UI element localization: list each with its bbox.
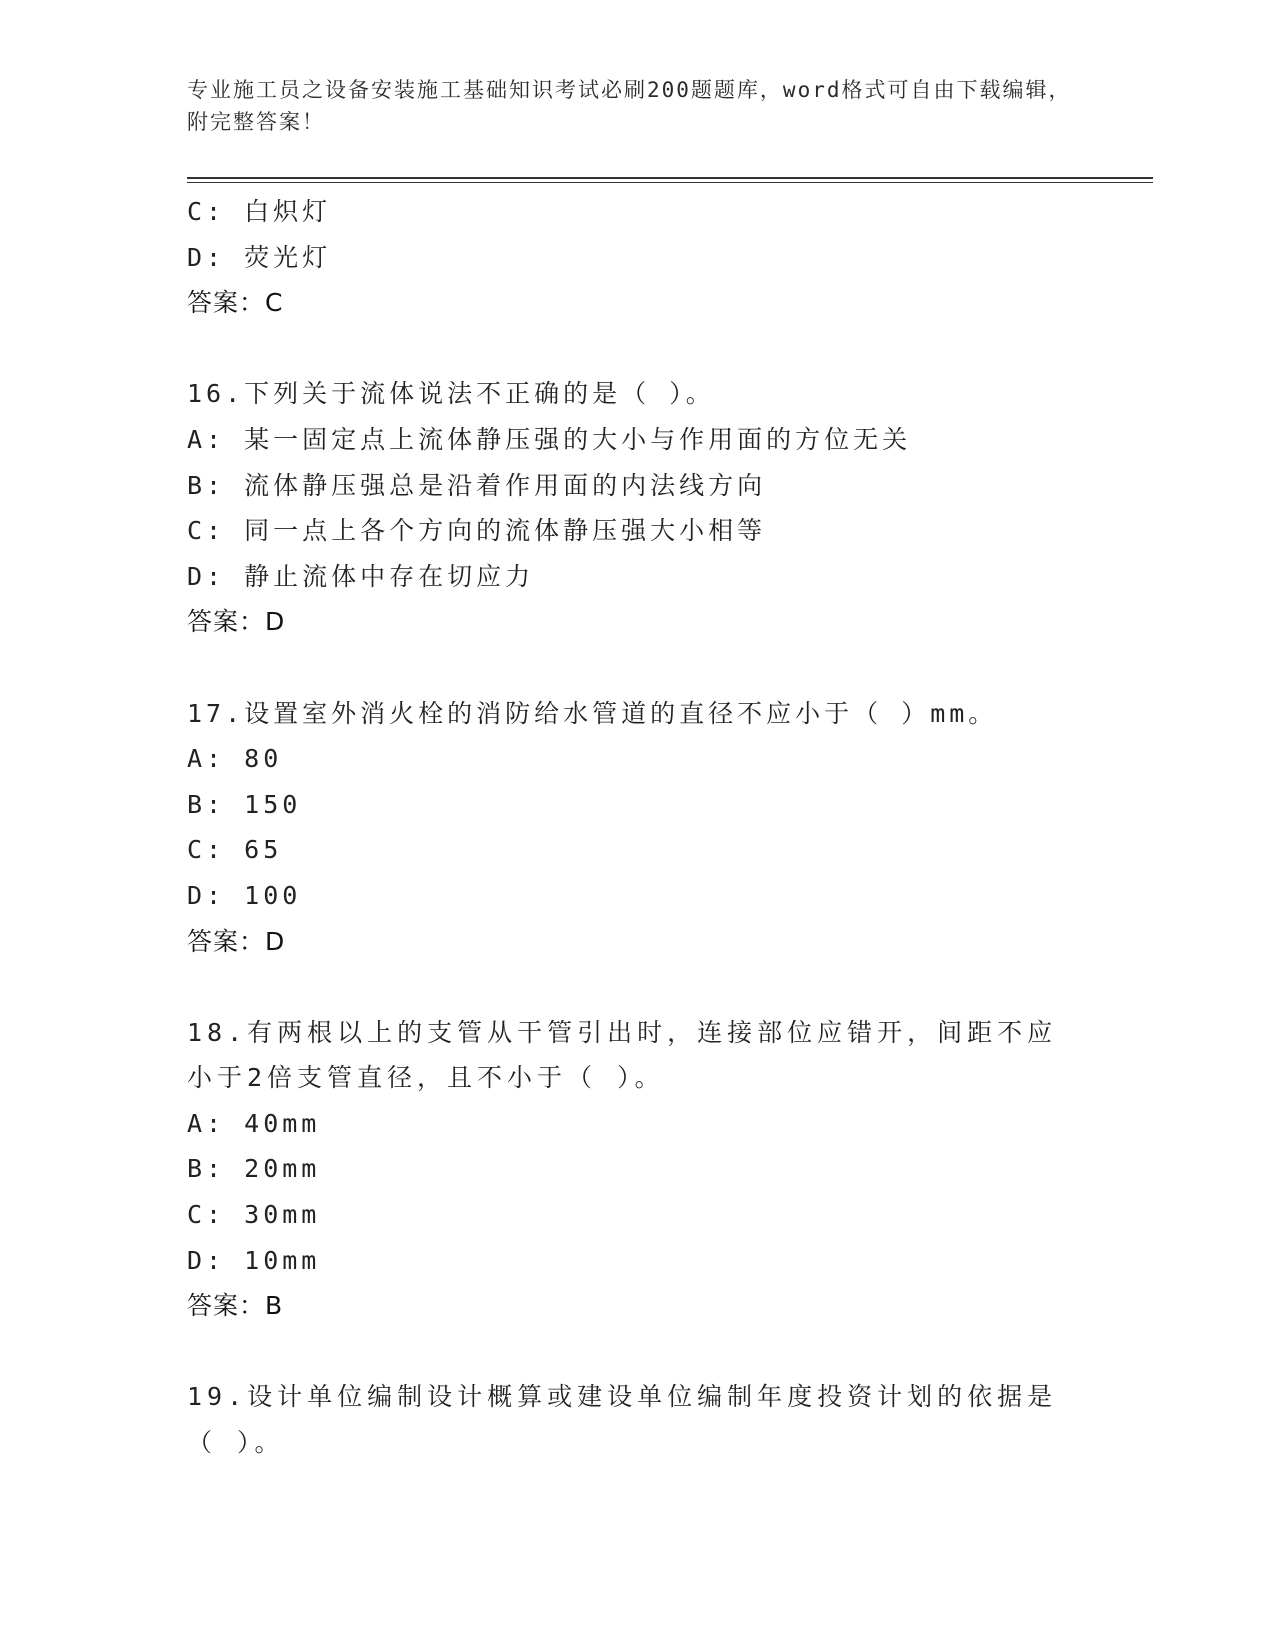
question-17	[187, 691, 1087, 965]
carryover-block	[187, 189, 1087, 326]
question-16	[187, 371, 1087, 645]
option-a: A: 某一固定点上流体静压强的大小与作用面的方位无关	[187, 424, 912, 454]
question-stem: 17.设置室外消火栓的消防给水管道的直径不应小于（ ）mm。	[187, 698, 998, 728]
option-c: C: 白炽灯	[187, 197, 332, 226]
option-a: A: 40mm	[187, 1108, 321, 1138]
spacer	[187, 1329, 1087, 1375]
option-b: B: 流体静压强总是沿着作用面的内法线方向	[187, 470, 767, 500]
question-list	[187, 189, 1087, 1466]
answer-label: 答案：B	[187, 1291, 284, 1321]
header-rule-thick	[187, 177, 1153, 179]
question-stem: 16.下列关于流体说法不正确的是（ ）。	[187, 379, 715, 409]
question-stem: 18.有两根以上的支管从干管引出时，连接部位应错开，间距不应小于2倍支管直径，且不小于（ ）。	[187, 1017, 1058, 1093]
option-c: C: 30mm	[187, 1200, 321, 1230]
spacer	[187, 645, 1087, 691]
document-header: 专业施工员之设备安装施工基础知识考试必刷200题题库，word格式可自由下载编辑，附完整答案！	[187, 78, 1072, 134]
option-c: C: 同一点上各个方向的流体静压强大小相等	[187, 516, 767, 546]
answer-label: 答案：D	[187, 607, 286, 637]
option-a: A: 80	[187, 744, 283, 774]
option-b: B: 20mm	[187, 1154, 321, 1184]
option-d: D: 静止流体中存在切应力	[187, 561, 535, 591]
answer-label: 答案：C	[187, 288, 284, 318]
option-b: B: 150	[187, 789, 302, 819]
question-stem: 19.设计单位编制设计概算或建设单位编制年度投资计划的依据是（ ）。	[187, 1382, 1058, 1458]
option-d: D: 荧光灯	[187, 242, 332, 272]
header-rule-thin	[187, 182, 1153, 183]
option-c: C: 65	[187, 835, 283, 865]
answer-label: 答案：D	[187, 926, 286, 956]
question-18	[187, 1010, 1087, 1329]
spacer	[187, 326, 1087, 372]
spacer	[187, 964, 1087, 1010]
question-19	[187, 1374, 1087, 1465]
option-d: D: 10mm	[187, 1245, 321, 1275]
option-d: D: 100	[187, 880, 302, 910]
